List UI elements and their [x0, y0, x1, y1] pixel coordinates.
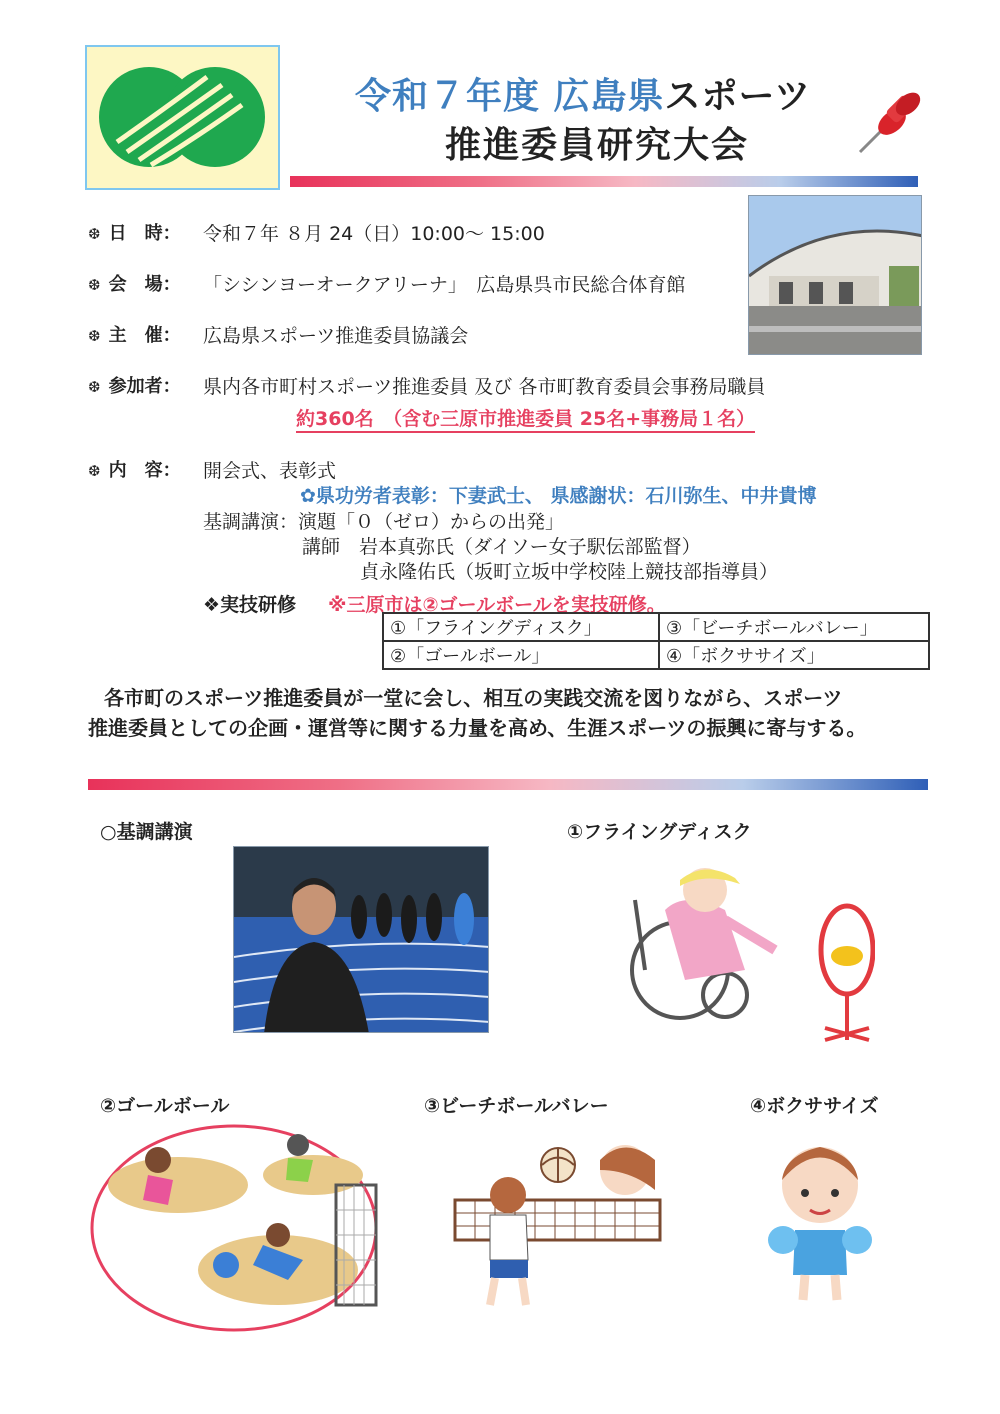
lecturer1-line: 講師 岩本真弥氏（ダイソー女子駅伝部監督） — [302, 536, 701, 558]
boxercise-illustration — [765, 1135, 875, 1305]
page-title-line1 — [355, 68, 811, 119]
purpose-line1: 各市町のスポーツ推進委員が一堂に会し、相互の実践交流を図りながら、スポーツ — [104, 686, 843, 710]
asterisk-mark-icon: ❆ — [88, 327, 101, 345]
divider-bar-bottom — [88, 779, 928, 790]
flying-disc-illustration — [625, 850, 875, 1050]
content-label: 内 容： — [108, 460, 181, 481]
keynote-line: 基調講演：演題「０（ゼロ）からの出発」 — [203, 511, 565, 533]
participants-label: 参加者： — [108, 376, 181, 397]
keynote-speaker-photo — [233, 846, 489, 1033]
title-part-blue: 令和７年度 広島県 — [355, 76, 665, 117]
venue-value: 「シシンヨーオークアリーナ」 広島県呉市民総合体育館 — [203, 274, 686, 296]
date-value: 令和７年 ８月 24（日）10:00～ 15:00 — [203, 223, 545, 245]
organizer-row — [88, 321, 181, 347]
venue-row — [88, 270, 181, 296]
date-label: 日 時： — [108, 223, 181, 244]
asterisk-mark-icon: ❆ — [88, 378, 101, 396]
section-keynote-heading: ○基調講演 — [100, 821, 193, 843]
organizer-value: 広島県スポーツ推進委員協議会 — [203, 325, 469, 347]
table-cell: ①「フライングディスク」 — [383, 613, 659, 641]
participants-value: 県内各市町村スポーツ推進委員 及び 各市町教育委員会事務局職員 — [203, 376, 766, 398]
practical-label: ❖実技研修 — [203, 594, 297, 616]
title-part-dark: スポーツ — [664, 76, 812, 117]
practical-note: ※三原市は②ゴールボールを実技研修。 — [328, 594, 666, 616]
table-cell: ④「ボクササイズ」 — [659, 641, 929, 669]
logo-emblem-icon — [87, 47, 278, 188]
asterisk-mark-icon: ❆ — [88, 225, 101, 243]
purpose-text — [88, 683, 866, 743]
content-line1: 開会式、表彰式 — [203, 460, 337, 482]
venue-label: 会 場： — [108, 274, 181, 295]
section-goalball-heading: ②ゴールボール — [100, 1095, 230, 1117]
divider-bar-top — [290, 176, 918, 187]
table-row — [383, 613, 929, 641]
purpose-line2: 推進委員としての企画・運営等に関する力量を高め、生涯スポーツの振興に寄与する。 — [88, 716, 867, 740]
table-cell: ③「ビーチボールバレー」 — [659, 613, 929, 641]
table-row — [383, 641, 929, 669]
section-beach-volley-heading: ③ビーチボールバレー — [424, 1095, 609, 1117]
venue-photo — [748, 195, 922, 355]
participants-row — [88, 372, 181, 398]
goalball-illustration — [88, 1120, 383, 1335]
participants-count: 約360名 （含む三原市推進委員 25名+事務局１名） — [296, 404, 755, 433]
content-row — [88, 456, 181, 482]
organization-logo — [85, 45, 280, 190]
skills-table — [382, 612, 930, 670]
section-boxercise-heading: ④ボクササイズ — [750, 1095, 879, 1117]
lecturer2-line: 貞永隆佑氏（坂町立坂中学校陸上競技部指導員） — [360, 561, 779, 583]
table-cell: ②「ゴールボール」 — [383, 641, 659, 669]
asterisk-mark-icon: ❆ — [88, 462, 101, 480]
pushpin-icon — [848, 88, 928, 160]
organizer-label: 主 催： — [108, 325, 181, 346]
beach-volleyball-illustration — [450, 1140, 670, 1310]
awards-line: ✿県功労者表彰：下妻武士、 県感謝状：石川弥生、中井貴博 — [300, 485, 817, 507]
section-flying-disc-heading: ①フライングディスク — [567, 821, 752, 843]
date-row — [88, 219, 181, 245]
page-title-line2: 推進委員研究大会 — [445, 125, 750, 166]
asterisk-mark-icon: ❆ — [88, 276, 101, 294]
